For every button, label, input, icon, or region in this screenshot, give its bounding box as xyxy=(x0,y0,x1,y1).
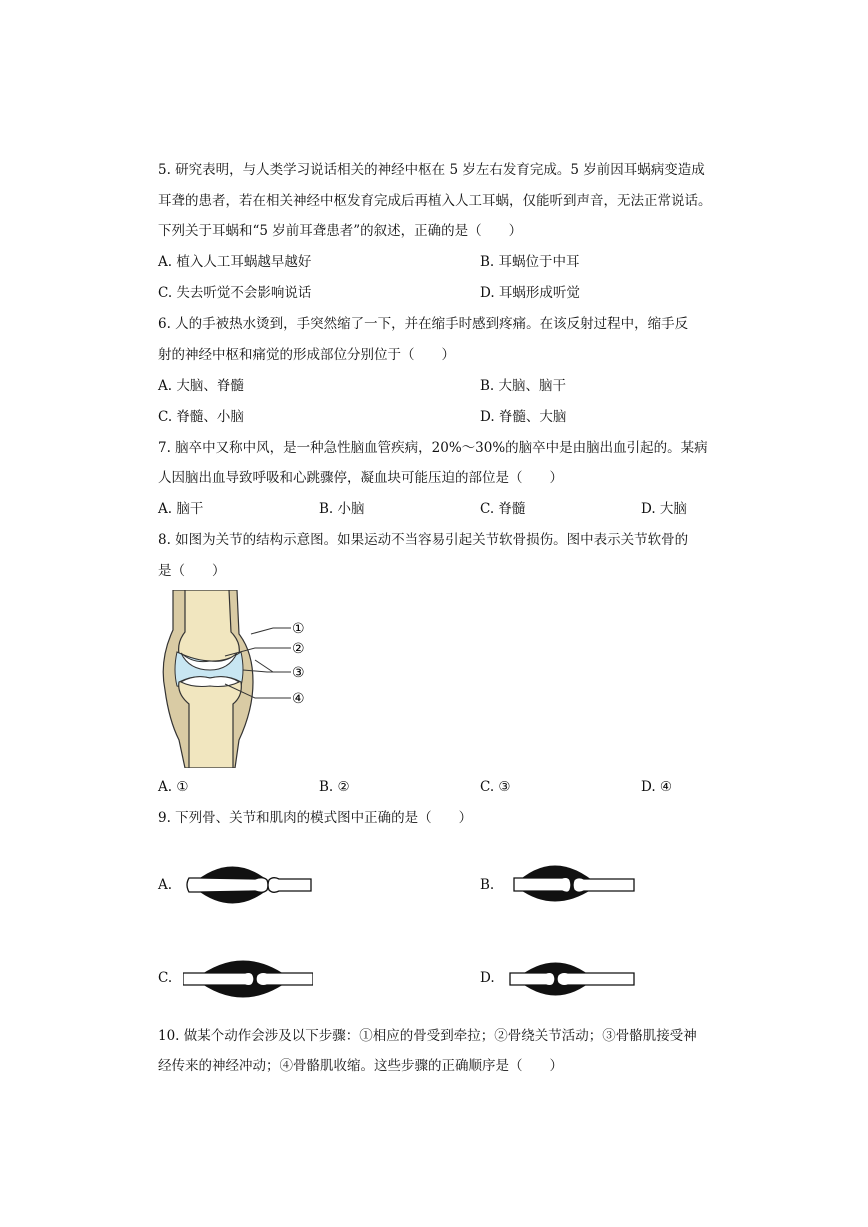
q5-option-c[interactable]: C. 失去听觉不会影响说话 xyxy=(158,285,312,301)
leader-line-1 xyxy=(251,628,291,634)
q8-option-c[interactable]: C. ③ xyxy=(480,779,511,795)
q7-option-d[interactable]: D. 大脑 xyxy=(641,501,687,517)
q6-stem-line-1: 6. 人的手被热水烫到，手突然缩了一下，并在缩手时感到疼痛。在该反射过程中，缩手反 xyxy=(158,316,689,332)
leader-line-3b xyxy=(255,660,273,672)
q9-model-a xyxy=(183,856,313,914)
q8-option-a[interactable]: A. ① xyxy=(158,779,189,795)
figure-label-4: ④ xyxy=(292,691,305,707)
q6-option-d[interactable]: D. 脊髓、大脑 xyxy=(480,409,567,425)
q9-option-b[interactable]: B. xyxy=(480,877,495,893)
q5-option-d[interactable]: D. 耳蜗形成听觉 xyxy=(480,285,580,301)
q7-stem-line-2: 人因脑出血导致呼吸和心跳骤停，凝血块可能压迫的部位是（ ） xyxy=(158,470,563,486)
q9-option-c[interactable]: C. xyxy=(158,970,173,986)
joint-structure-figure xyxy=(155,590,320,768)
q8-option-b[interactable]: B. ② xyxy=(319,779,350,795)
q9-option-a[interactable]: A. xyxy=(158,877,173,893)
q8-stem-line-1: 8. 如图为关节的结构示意图。如果运动不当容易引起关节软骨损伤。图中表示关节软骨的 xyxy=(158,532,689,548)
q7-option-a[interactable]: A. 脑干 xyxy=(158,501,204,517)
figure-label-2: ② xyxy=(292,641,305,657)
q7-option-c[interactable]: C. 脊髓 xyxy=(480,501,526,517)
q5-option-a[interactable]: A. 植入人工耳蜗越早越好 xyxy=(158,254,312,270)
q6-option-b[interactable]: B. 大脑、脑干 xyxy=(480,378,567,394)
q10-stem-line-2: 经传来的神经冲动；④骨骼肌收缩。这些步骤的正确顺序是（ ） xyxy=(158,1058,563,1074)
figure-label-3: ③ xyxy=(292,665,305,681)
q5-option-b[interactable]: B. 耳蜗位于中耳 xyxy=(480,254,580,270)
q10-stem-line-1: 10. 做某个动作会涉及以下步骤：①相应的骨受到牵拉；②骨绕关节活动；③骨骼肌接受神 xyxy=(158,1028,697,1044)
q7-option-b[interactable]: B. 小脑 xyxy=(319,501,365,517)
q6-option-c[interactable]: C. 脊髓、小脑 xyxy=(158,409,244,425)
q7-stem-line-1: 7. 脑卒中又称中风，是一种急性脑血管疾病，20%～30%的脑卒中是由脑出血引起的。某病 xyxy=(158,440,708,456)
q9-model-d xyxy=(506,950,636,1008)
figure-label-1: ① xyxy=(292,621,305,637)
q6-stem-line-2: 射的神经中枢和痛觉的形成部位分别位于（ ） xyxy=(158,347,455,363)
q8-option-d[interactable]: D. ④ xyxy=(641,779,673,795)
q9-model-b xyxy=(506,856,636,914)
q6-option-a[interactable]: A. 大脑、脊髓 xyxy=(158,378,244,394)
q9-stem-line-1: 9. 下列骨、关节和肌肉的模式图中正确的是（ ） xyxy=(158,810,473,826)
q5-stem-line-2: 耳聋的患者，若在相关神经中枢发育完成后再植入人工耳蜗，仅能听到声音，无法正常说话。 xyxy=(158,193,712,209)
q5-stem-line-3: 下列关于耳蜗和“5 岁前耳聋患者”的叙述，正确的是（ ） xyxy=(158,223,523,239)
lower-cartilage xyxy=(181,677,239,687)
q9-model-c xyxy=(183,950,313,1008)
q9-option-d[interactable]: D. xyxy=(480,970,495,986)
q8-stem-line-2: 是（ ） xyxy=(158,563,226,579)
q5-stem-line-1: 5. 研究表明，与人类学习说话相关的神经中枢在 5 岁左右发育完成。5 岁前因耳蜗病变造成 xyxy=(158,162,705,178)
